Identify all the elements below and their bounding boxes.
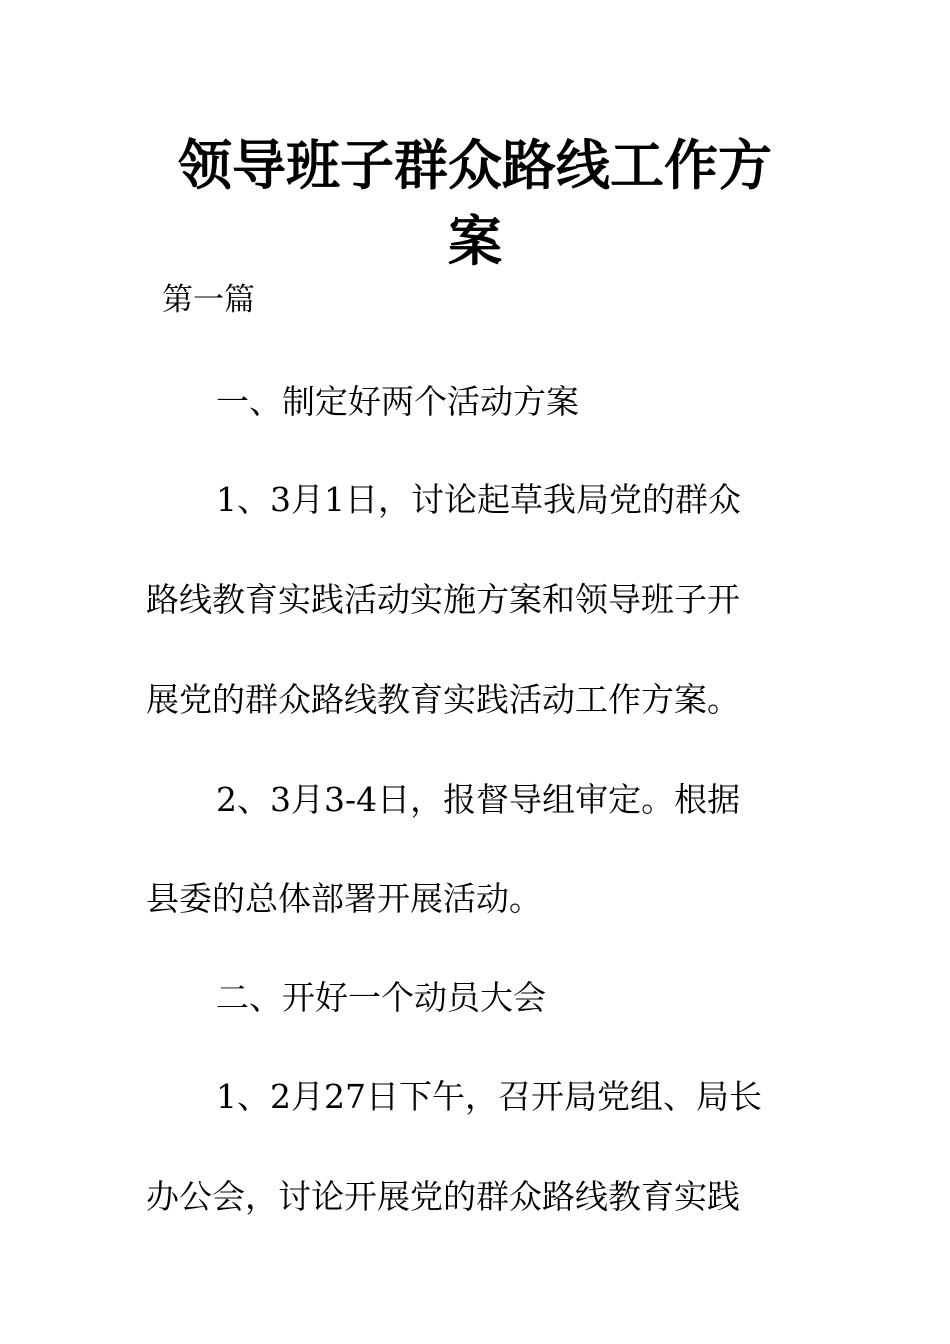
- paragraph-line: 2、3月3-4日，报督导组审定。根据: [216, 780, 741, 819]
- paragraph-line: 1、2月27日下午，召开局党组、局长: [216, 1077, 762, 1116]
- document-title-line-2: 案: [448, 210, 502, 273]
- section-label: 第一篇: [162, 282, 255, 318]
- heading-1: 一、制定好两个活动方案: [216, 382, 579, 421]
- paragraph-line: 办公会，讨论开展党的群众路线教育实践: [146, 1177, 740, 1216]
- document-title-line-1: 领导班子群众路线工作方: [178, 134, 772, 197]
- paragraph-line: 县委的总体部署开展活动。: [146, 879, 542, 918]
- paragraph-line: 路线教育实践活动实施方案和领导班子开: [146, 580, 740, 619]
- heading-2: 二、开好一个动员大会: [216, 978, 546, 1017]
- paragraph-line: 1、3月1日，讨论起草我局党的群众: [216, 480, 741, 519]
- paragraph-line: 展党的群众路线教育实践活动工作方案。: [146, 680, 740, 719]
